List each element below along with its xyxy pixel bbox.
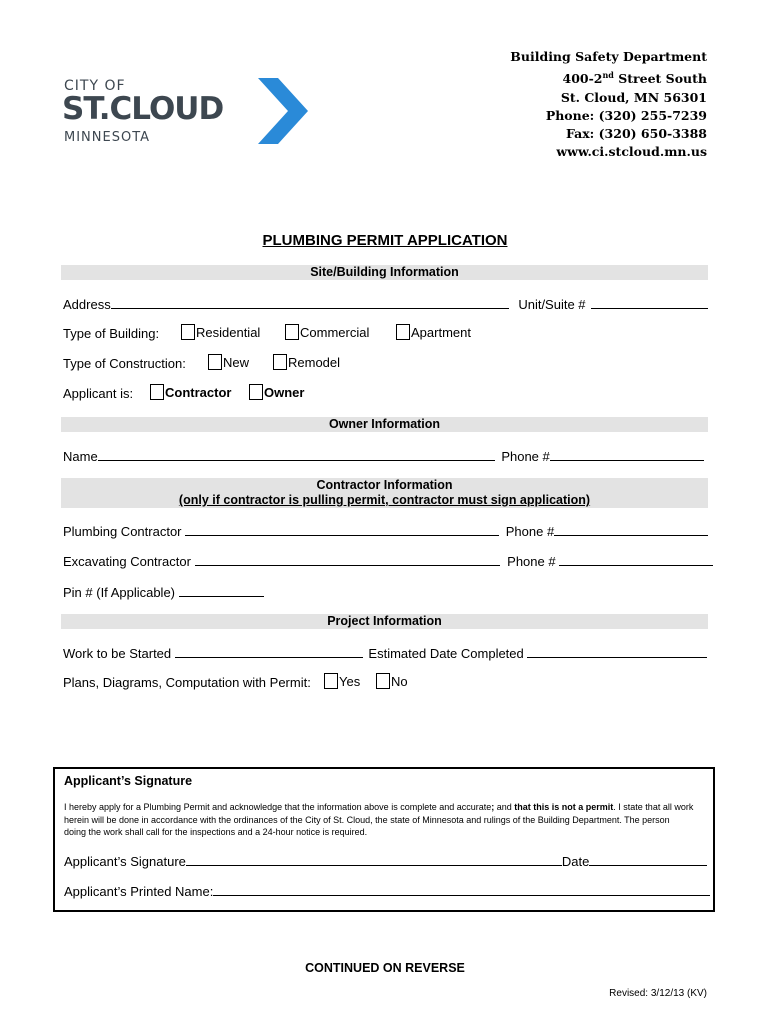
applicant-label: Applicant is: bbox=[63, 386, 134, 401]
checkbox-new[interactable] bbox=[208, 354, 222, 370]
department-city: St. Cloud, MN 56301 bbox=[560, 89, 707, 105]
pin-row bbox=[63, 584, 264, 600]
department-phone: Phone: (320) 255-7239 bbox=[545, 107, 707, 123]
checkbox-contractor[interactable] bbox=[150, 384, 164, 400]
work-started-label: Work to be Started bbox=[63, 646, 172, 661]
excavating-phone-field[interactable] bbox=[559, 553, 713, 566]
department-name: Building Safety Department bbox=[510, 49, 707, 64]
owner-name-field[interactable] bbox=[98, 448, 495, 461]
signature-statement: I hereby apply for a Plumbing Permit and acknowledge that the information above is complete and accurate; and that this is not a permit. I state that all work herein will be done in accordance with the ordinances of the City of St. Cloud, the state of Minnesota and rulings of the Building Department. The person doing the work shall call for the inspections and a 24-hour notice is required. bbox=[64, 802, 694, 837]
type-building-label: Type of Building: bbox=[63, 326, 160, 341]
contractor-header-title: Contractor Information bbox=[316, 478, 453, 492]
signature-field[interactable] bbox=[186, 853, 562, 866]
logo-st-cloud: ST.CLOUD bbox=[62, 91, 224, 127]
checkbox-residential[interactable] bbox=[181, 324, 195, 340]
address-row bbox=[63, 296, 708, 312]
type-construction-row bbox=[63, 355, 341, 371]
logo-city-of: CITY OF bbox=[64, 78, 126, 94]
excavating-phone-label: Phone # bbox=[507, 554, 556, 569]
printed-name-field[interactable] bbox=[213, 883, 710, 896]
page-title: PLUMBING PERMIT APPLICATION bbox=[262, 232, 508, 249]
chevron-logo-icon bbox=[258, 78, 310, 144]
unit-field[interactable] bbox=[591, 296, 708, 309]
plumbing-phone-field[interactable] bbox=[554, 523, 708, 536]
contractor-header-subtitle: (only if contractor is pulling permit, contractor must sign application) bbox=[178, 493, 591, 507]
plumbing-contractor-row bbox=[63, 523, 708, 539]
plans-row bbox=[63, 674, 408, 690]
signature-label: Applicant’s Signature bbox=[64, 854, 186, 869]
plumbing-contractor-label: Plumbing Contractor bbox=[63, 524, 182, 539]
option-commercial: Commercial bbox=[300, 325, 370, 340]
option-no: No bbox=[391, 674, 408, 689]
checkbox-remodel[interactable] bbox=[273, 354, 287, 370]
checkbox-owner[interactable] bbox=[249, 384, 263, 400]
date-label: Date bbox=[561, 854, 590, 869]
city-logo bbox=[62, 76, 312, 148]
work-started-field[interactable] bbox=[175, 645, 363, 658]
printed-name-row bbox=[64, 883, 710, 899]
date-completed-label: Estimated Date Completed bbox=[368, 646, 524, 661]
signature-header: Applicant’s Signature bbox=[64, 774, 193, 788]
logo-minnesota: MINNESOTA bbox=[64, 130, 151, 145]
pin-label: Pin # (If Applicable) bbox=[63, 585, 176, 600]
pin-field[interactable] bbox=[179, 584, 264, 597]
owner-phone-field[interactable] bbox=[550, 448, 704, 461]
checkbox-yes[interactable] bbox=[324, 673, 338, 689]
contractor-section-header bbox=[61, 478, 708, 508]
plumbing-phone-label: Phone # bbox=[505, 524, 555, 539]
checkbox-commercial[interactable] bbox=[285, 324, 299, 340]
signature-box bbox=[53, 767, 715, 912]
unit-label: Unit/Suite # bbox=[518, 297, 586, 312]
applicant-row bbox=[63, 385, 305, 401]
owner-section-header: Owner Information bbox=[61, 417, 708, 432]
department-street: 400-2nd Street South bbox=[562, 70, 707, 87]
date-field[interactable] bbox=[589, 853, 707, 866]
department-website[interactable]: www.ci.stcloud.mn.us bbox=[556, 144, 707, 160]
continued-on-reverse: CONTINUED ON REVERSE bbox=[305, 961, 465, 975]
signature-line-row bbox=[64, 853, 707, 869]
work-dates-row bbox=[63, 645, 707, 661]
type-construction-label: Type of Construction: bbox=[63, 356, 186, 371]
option-yes: Yes bbox=[339, 674, 361, 689]
excavating-contractor-label: Excavating Contractor bbox=[63, 554, 191, 569]
option-contractor: Contractor bbox=[165, 385, 232, 400]
plans-label: Plans, Diagrams, Computation with Permit: bbox=[63, 675, 311, 690]
revised-date: Revised: 3/12/13 (KV) bbox=[609, 988, 707, 999]
option-new: New bbox=[223, 355, 250, 370]
option-owner: Owner bbox=[264, 385, 305, 400]
department-fax: Fax: (320) 650-3388 bbox=[565, 125, 707, 141]
type-building-row bbox=[63, 325, 471, 341]
excavating-contractor-field[interactable] bbox=[195, 553, 500, 566]
site-section-header: Site/Building Information bbox=[61, 265, 708, 280]
owner-name-label: Name bbox=[63, 449, 98, 464]
option-residential: Residential bbox=[196, 325, 261, 340]
printed-name-label: Applicant’s Printed Name: bbox=[64, 884, 214, 899]
plumbing-contractor-field[interactable] bbox=[185, 523, 499, 536]
checkbox-apartment[interactable] bbox=[396, 324, 410, 340]
excavating-contractor-row bbox=[63, 553, 713, 569]
date-completed-field[interactable] bbox=[527, 645, 707, 658]
address-field[interactable] bbox=[111, 296, 509, 309]
department-address bbox=[510, 48, 707, 161]
checkbox-no[interactable] bbox=[376, 673, 390, 689]
option-apartment: Apartment bbox=[411, 325, 471, 340]
owner-name-row bbox=[63, 448, 704, 464]
address-label: Address bbox=[63, 297, 111, 312]
owner-phone-label: Phone # bbox=[501, 449, 550, 464]
option-remodel: Remodel bbox=[288, 355, 341, 370]
project-section-header: Project Information bbox=[61, 614, 708, 629]
